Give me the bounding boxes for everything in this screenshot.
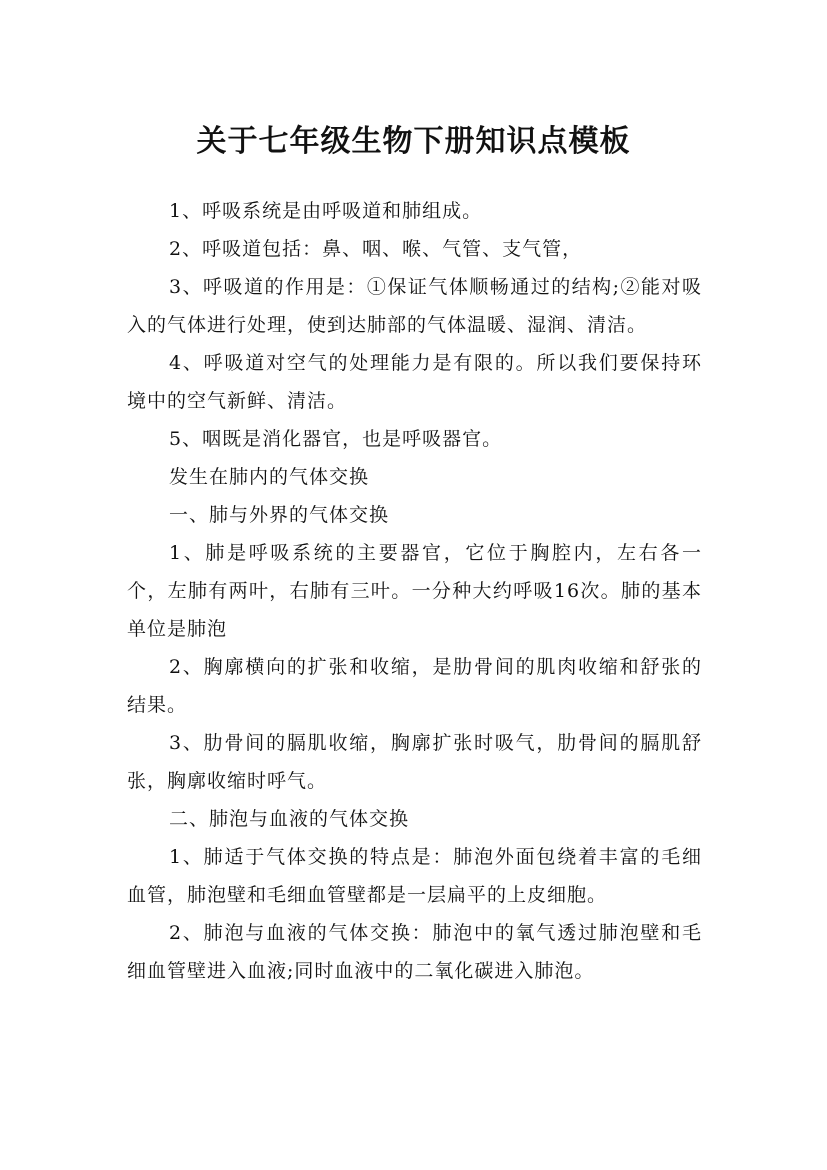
document-title: 关于七年级生物下册知识点模板 [196, 124, 631, 160]
paragraph-3: 3、呼吸道的作用是：①保证气体顺畅通过的结构;②能对吸入的气体进行处理，使到达肺部的气体温暖、湿润、清洁。 [127, 276, 702, 336]
section-heading-2: 二、肺泡与血液的气体交换 [169, 808, 410, 830]
document-body [127, 192, 702, 990]
paragraph-9: 1、肺适于气体交换的特点是：肺泡外面包绕着丰富的毛细血管，肺泡壁和毛细血管壁都是一层扁平的上皮细胞。 [127, 846, 702, 906]
paragraph-1: 1、呼吸系统是由呼吸道和肺组成。 [169, 200, 483, 222]
paragraph-8: 3、肋骨间的膈肌收缩，胸廓扩张时吸气，肋骨间的膈肌舒张，胸廓收缩时呼气。 [127, 732, 702, 792]
section-heading-1: 一、肺与外界的气体交换 [169, 504, 390, 526]
paragraph-10: 2、肺泡与血液的气体交换：肺泡中的氧气透过肺泡壁和毛细血管壁进入血液;同时血液中的二氧化碳进入肺泡。 [127, 922, 702, 982]
paragraph-4: 4、呼吸道对空气的处理能力是有限的。所以我们要保持环境中的空气新鲜、清洁。 [127, 352, 702, 412]
paragraph-6: 1、肺是呼吸系统的主要器官，它位于胸腔内，左右各一个，左肺有两叶，右肺有三叶。一分种大约呼吸16次。肺的基本单位是肺泡 [127, 542, 702, 640]
paragraph-7: 2、胸廓横向的扩张和收缩，是肋骨间的肌肉收缩和舒张的结果。 [127, 656, 702, 716]
paragraph-2: 2、呼吸道包括：鼻、咽、喉、气管、支气管， [169, 238, 583, 260]
paragraph-5: 5、咽既是消化器官，也是呼吸器官。 [169, 428, 503, 450]
section-heading-lung-gas-exchange: 发生在肺内的气体交换 [169, 466, 370, 488]
